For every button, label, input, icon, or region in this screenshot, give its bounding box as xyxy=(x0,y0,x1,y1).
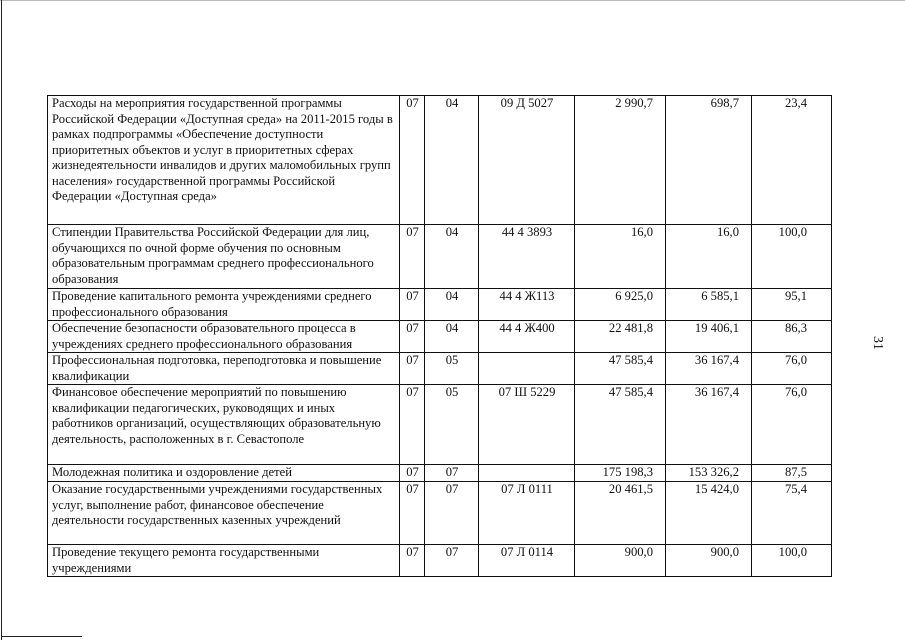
row-name: Проведение капитального ремонта учреждениями среднего профессионального образования xyxy=(48,289,400,321)
planned-amount: 20 461,5 xyxy=(575,482,666,545)
execution-percent: 86,3 xyxy=(752,321,832,353)
executed-amount: 153 326,2 xyxy=(666,465,752,482)
execution-percent: 95,1 xyxy=(752,289,832,321)
execution-percent: 87,5 xyxy=(752,465,832,482)
subsection-code: 05 xyxy=(425,353,479,385)
budget-table xyxy=(47,95,832,577)
executed-amount: 16,0 xyxy=(666,225,752,289)
table-row xyxy=(48,96,832,225)
table-row xyxy=(48,385,832,465)
table-row xyxy=(48,545,832,577)
execution-percent: 76,0 xyxy=(752,385,832,465)
executed-amount: 6 585,1 xyxy=(666,289,752,321)
scan-left-edge xyxy=(1,0,2,640)
row-name: Обеспечение безопасности образовательного процесса в учреждениях среднего профессионального образования xyxy=(48,321,400,353)
subsection-code: 04 xyxy=(425,321,479,353)
executed-amount: 15 424,0 xyxy=(666,482,752,545)
scan-bottom-mark xyxy=(2,636,82,637)
subsection-code: 07 xyxy=(425,465,479,482)
row-name: Проведение текущего ремонта государственными учреждениями xyxy=(48,545,400,577)
executed-amount: 36 167,4 xyxy=(666,385,752,465)
page-number: 31 xyxy=(870,336,885,350)
row-name: Финансовое обеспечение мероприятий по повышению квалификации педагогических, руководящих и иных работников организаций, осуществляющих образовательную деятельность, расположенных в г. Севастополе xyxy=(48,385,400,465)
table-row xyxy=(48,225,832,289)
planned-amount: 6 925,0 xyxy=(575,289,666,321)
subsection-code: 04 xyxy=(425,96,479,225)
table-row xyxy=(48,353,832,385)
section-code: 07 xyxy=(400,385,425,465)
section-code: 07 xyxy=(400,545,425,577)
target-code: 07 Л 0114 xyxy=(479,545,575,577)
row-name: Расходы на мероприятия государственной программы Российской Федерации «Доступная среда» на 2011-2015 годы в рамках подпрограммы «Обеспечение доступности приоритетных объектов и услуг в приоритетных сферах жизнедеятельности инвалидов и других маломобильных групп населения» государственной программы Российской Федерации «Доступная среда» xyxy=(48,96,400,225)
execution-percent: 23,4 xyxy=(752,96,832,225)
row-name: Молодежная политика и оздоровление детей xyxy=(48,465,400,482)
subsection-code: 05 xyxy=(425,385,479,465)
execution-percent: 100,0 xyxy=(752,545,832,577)
target-code: 09 Д 5027 xyxy=(479,96,575,225)
execution-percent: 76,0 xyxy=(752,353,832,385)
executed-amount: 19 406,1 xyxy=(666,321,752,353)
scan-top-edge xyxy=(0,0,905,1)
planned-amount: 175 198,3 xyxy=(575,465,666,482)
target-code: 44 4 Ж113 xyxy=(479,289,575,321)
section-code: 07 xyxy=(400,465,425,482)
target-code xyxy=(479,465,575,482)
target-code: 44 4 Ж400 xyxy=(479,321,575,353)
planned-amount: 22 481,8 xyxy=(575,321,666,353)
execution-percent: 100,0 xyxy=(752,225,832,289)
table-row xyxy=(48,482,832,545)
table-row xyxy=(48,321,832,353)
section-code: 07 xyxy=(400,482,425,545)
row-name: Стипендии Правительства Российской Федерации для лиц, обучающихся по очной форме обучения по основным образовательным программам среднего профессионального образования xyxy=(48,225,400,289)
execution-percent: 75,4 xyxy=(752,482,832,545)
subsection-code: 04 xyxy=(425,225,479,289)
planned-amount: 47 585,4 xyxy=(575,353,666,385)
target-code: 44 4 3893 xyxy=(479,225,575,289)
section-code: 07 xyxy=(400,321,425,353)
row-name: Оказание государственными учреждениями государственных услуг, выполнение работ, финансовое обеспечение деятельности государственных казенных учреждений xyxy=(48,482,400,545)
target-code xyxy=(479,353,575,385)
planned-amount: 2 990,7 xyxy=(575,96,666,225)
planned-amount: 16,0 xyxy=(575,225,666,289)
section-code: 07 xyxy=(400,353,425,385)
table-row xyxy=(48,289,832,321)
executed-amount: 900,0 xyxy=(666,545,752,577)
subsection-code: 07 xyxy=(425,482,479,545)
executed-amount: 36 167,4 xyxy=(666,353,752,385)
table-row xyxy=(48,465,832,482)
planned-amount: 900,0 xyxy=(575,545,666,577)
section-code: 07 xyxy=(400,96,425,225)
executed-amount: 698,7 xyxy=(666,96,752,225)
planned-amount: 47 585,4 xyxy=(575,385,666,465)
section-code: 07 xyxy=(400,289,425,321)
target-code: 07 Л 0111 xyxy=(479,482,575,545)
subsection-code: 04 xyxy=(425,289,479,321)
subsection-code: 07 xyxy=(425,545,479,577)
section-code: 07 xyxy=(400,225,425,289)
target-code: 07 Ш 5229 xyxy=(479,385,575,465)
row-name: Профессиональная подготовка, переподготовка и повышение квалификации xyxy=(48,353,400,385)
